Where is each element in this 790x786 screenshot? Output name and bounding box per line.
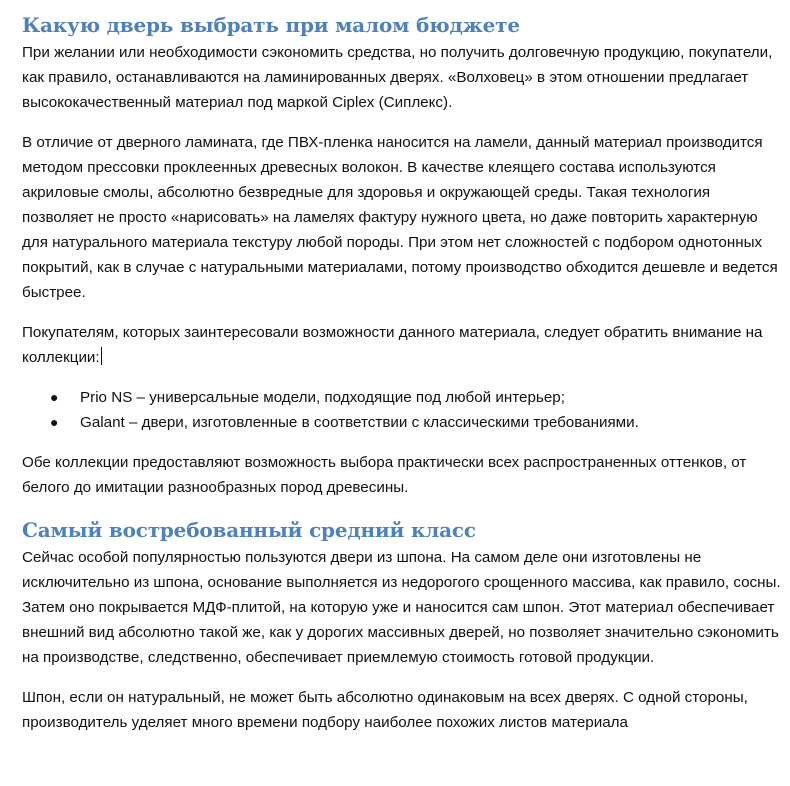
document-page <box>22 10 782 750</box>
collection-list <box>22 385 782 435</box>
paragraph: Шпон, если он натуральный, не может быть абсолютно одинаковым на всех дверях. С одной стороны, производитель уделяет много времени подбору наиболее похожих листов материала <box>22 689 748 731</box>
section-heading-budget: Какую дверь выбрать при малом бюджете <box>22 13 520 37</box>
paragraph: Сейчас особой популярностью пользуются двери из шпона. На самом деле они изготовлены не исключительно из шпона, основание выполняется из недорогого срощенного массива, как правило, сосны. Затем оно покрывается МДФ-плитой, на которую уже и наносится сам шпон. Этот материал обеспечивает внешний вид абсолютно такой же, как у дорогих массивных дверей, но позволяет значительно сэкономить на производстве, следственно, обеспечивает приемлемую стоимость готовой продукции. <box>22 549 781 666</box>
paragraph <box>22 320 782 370</box>
paragraph: При желании или необходимости сэкономить средства, но получить долговечную продукцию, покупатели, как правило, останавливаются на ламинированных дверях. «Волховец» в этом отношении предлагает высококачественный материал под маркой Ciplex (Сиплекс). <box>22 44 773 111</box>
list-item <box>22 410 782 435</box>
text-cursor <box>101 347 102 365</box>
bullet-icon: ● <box>50 414 59 430</box>
bullet-icon: ● <box>50 389 59 405</box>
section-heading-middle-class: Самый востребованный средний класс <box>22 518 476 542</box>
paragraph: В отличие от дверного ламината, где ПВХ-пленка наносится на ламели, данный материал производится методом прессовки проклеенных древесных волокон. В качестве клеящего состава используются акриловые смолы, абсолютно безвредные для здоровья и окружающей среды. Такая технология позволяет не просто «нарисовать» на ламелях фактуру нужного цвета, но даже повторить характерную для натурального материала текстуру любой породы. При этом нет сложностей с подбором однотонных покрытий, как в случае с натуральными материалами, потому производство обходится дешевле и ведется быстрее. <box>22 134 778 301</box>
paragraph-text: Покупателям, которых заинтересовали возможности данного материала, следует обратить внимание на коллекции: <box>22 324 763 366</box>
list-item <box>22 385 782 410</box>
paragraph: Обе коллекции предоставляют возможность выбора практически всех распространенных оттенков, от белого до имитации разнообразных пород древесины. <box>22 454 747 496</box>
list-item-text: Galant – двери, изготовленные в соответствии с классическими требованиями. <box>80 414 639 431</box>
list-item-text: Prio NS – универсальные модели, подходящие под любой интерьер; <box>80 389 565 406</box>
